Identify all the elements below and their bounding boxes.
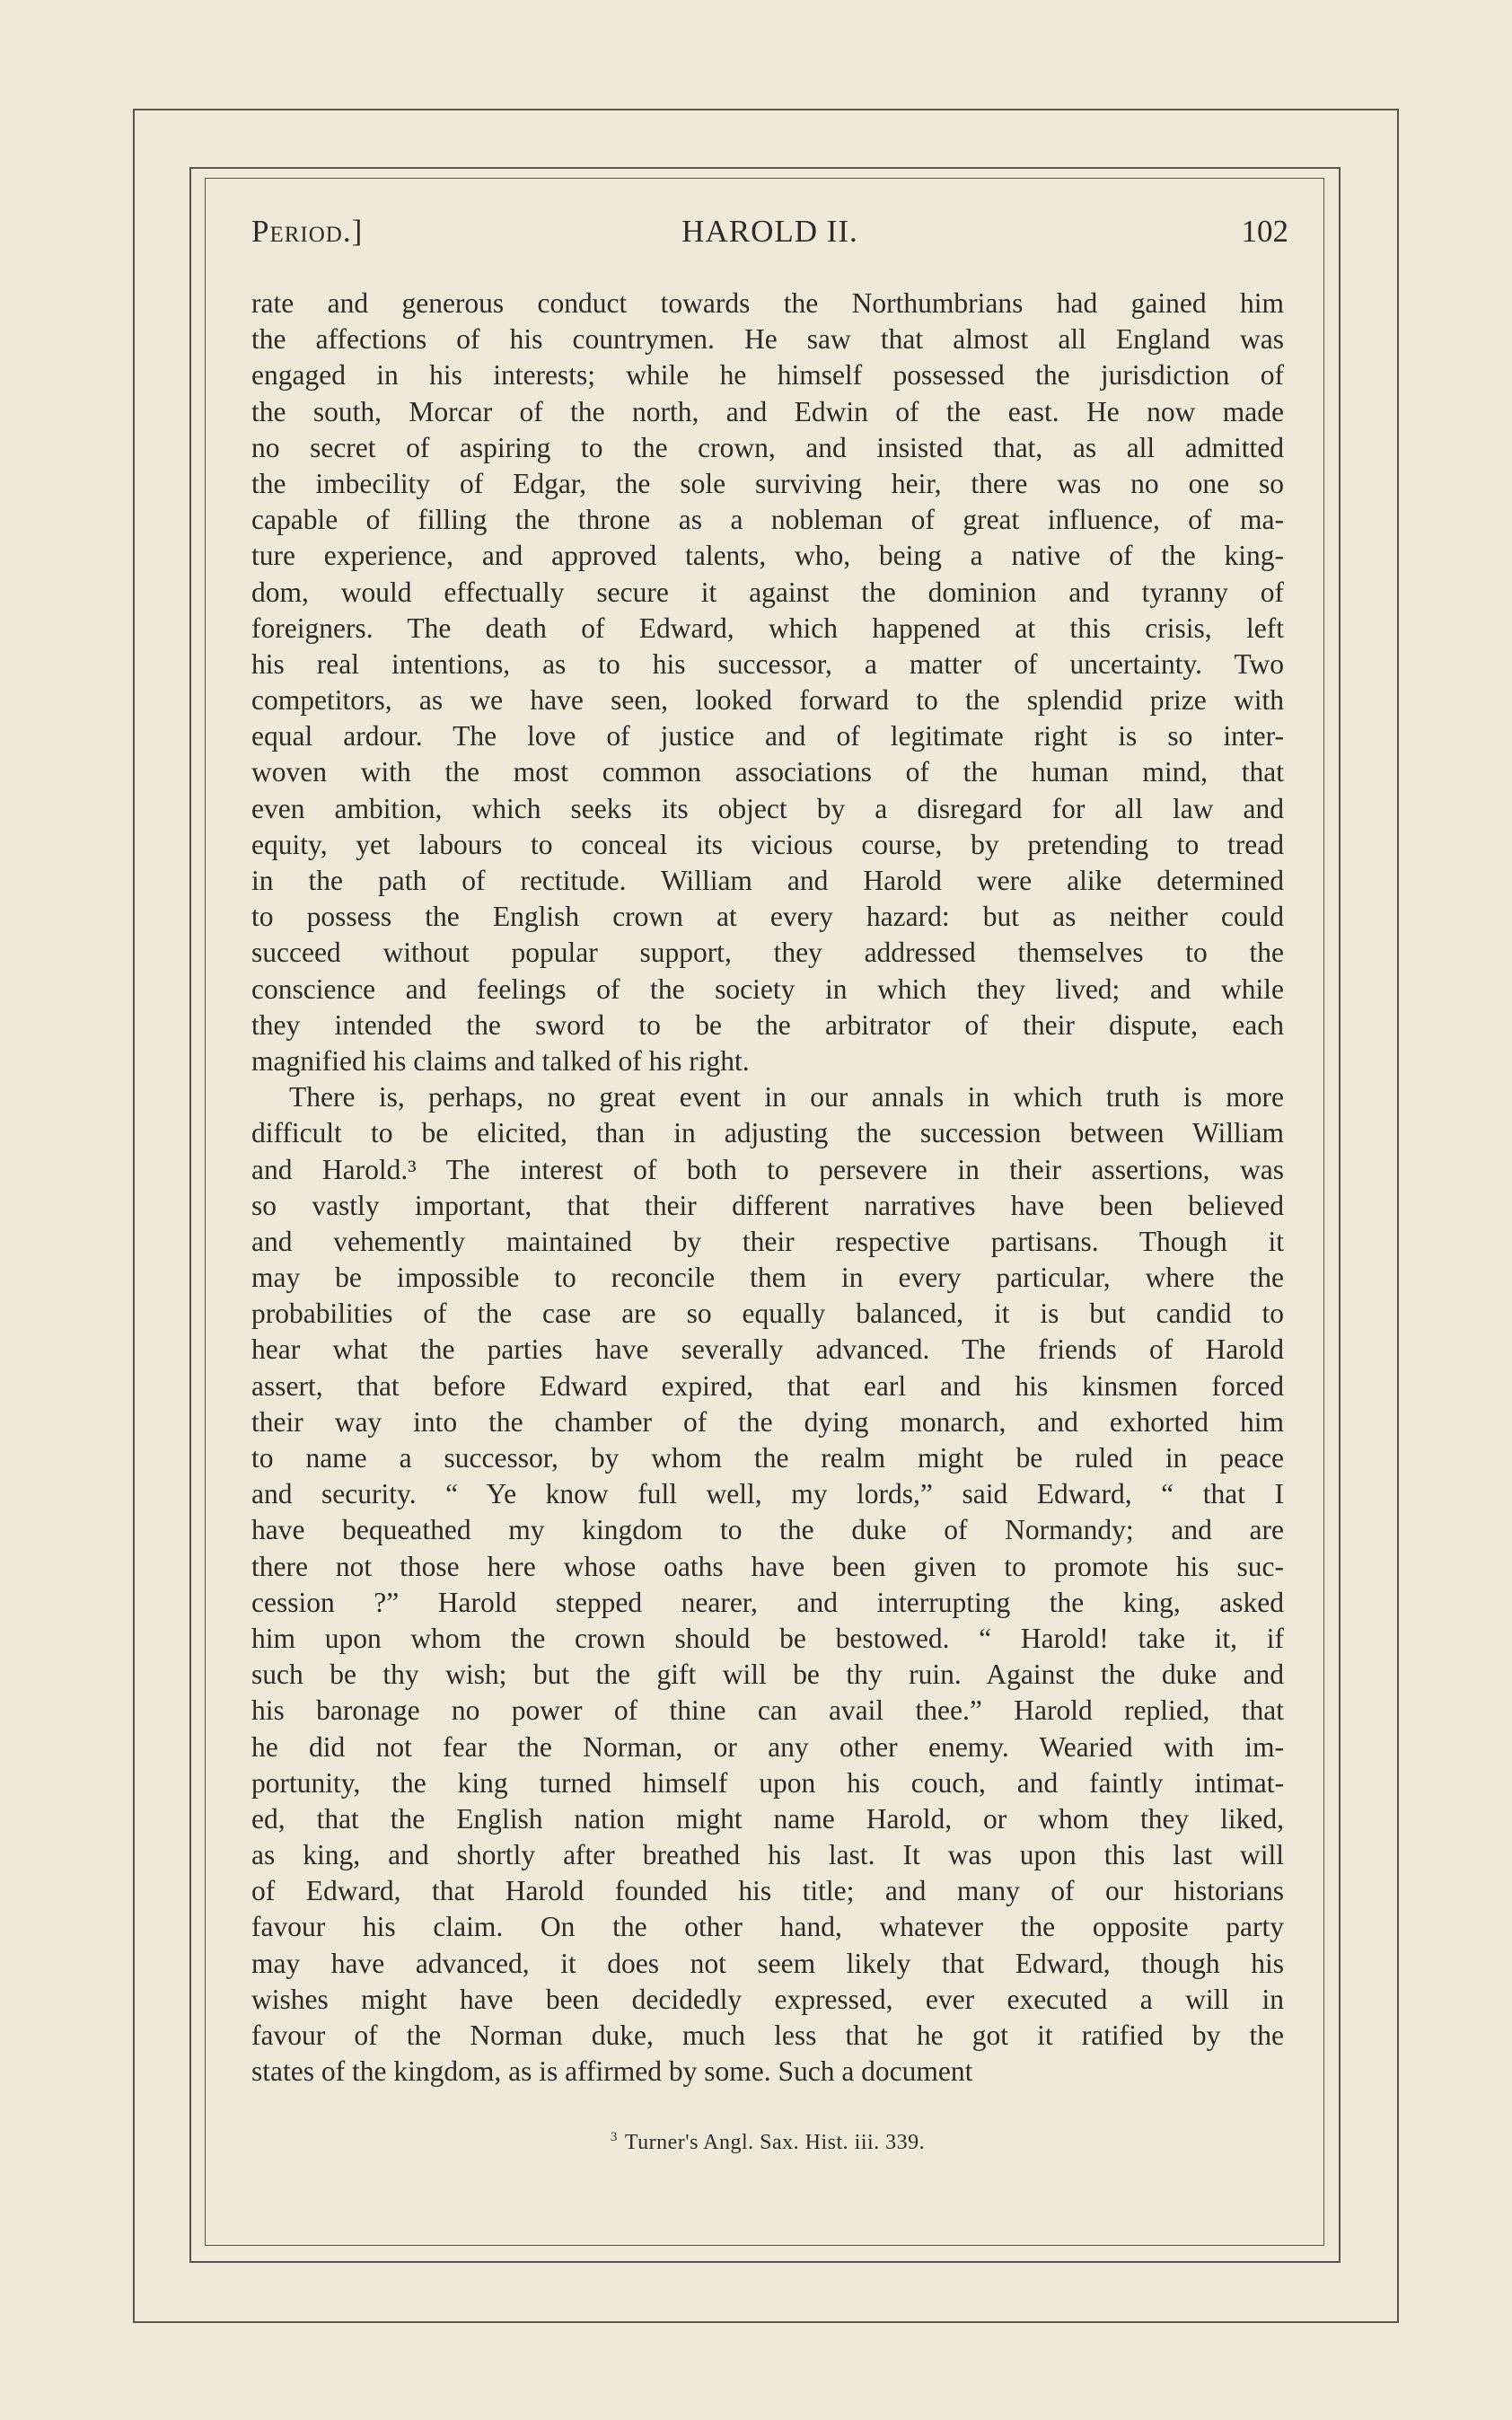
text-line: the affections of his countrymen. He saw that almost all England was bbox=[251, 323, 1284, 356]
text-line: portunity, the king turned himself upon his couch, and faintly intimat- bbox=[251, 1766, 1284, 1799]
text-line: even ambition, which seeks its object by a disregard for all law and bbox=[251, 792, 1284, 824]
text-line: states of the kingdom, as is affirmed by some. Such a document bbox=[251, 2055, 973, 2088]
paragraph-2 bbox=[251, 1079, 1284, 2090]
text-line: and security. “ Ye know full well, my lords,” said Edward, “ that I bbox=[251, 1478, 1284, 1510]
header-section-label: Period.] bbox=[251, 214, 364, 249]
middle-frame-right-rule bbox=[1339, 167, 1341, 2263]
text-line: and vehemently maintained by their respective partisans. Though it bbox=[251, 1225, 1284, 1257]
text-line: to possess the English crown at every hazard: but as neither could bbox=[251, 901, 1284, 933]
footnote-text: Turner's Angl. Sax. Hist. iii. 339. bbox=[624, 2131, 926, 2154]
outer-frame-left-rule bbox=[133, 109, 135, 2323]
text-line: have bequeathed my kingdom to the duke of Normandy; and are bbox=[251, 1514, 1284, 1546]
text-line: difficult to be elicited, than in adjusting the succession between William bbox=[251, 1117, 1284, 1149]
text-line: equal ardour. The love of justice and of legitimate right is so inter- bbox=[251, 720, 1284, 752]
text-line: they intended the sword to be the arbitrator of their dispute, each bbox=[251, 1008, 1284, 1041]
text-line: There is, perhaps, no great event in our annals in which truth is more bbox=[289, 1081, 1284, 1113]
text-line: ture experience, and approved talents, who, being a native of the king- bbox=[251, 540, 1284, 572]
text-line: favour of the Norman duke, much less that he got it ratified by the bbox=[251, 2020, 1284, 2051]
text-line: no secret of aspiring to the crown, and insisted that, as all admitted bbox=[251, 431, 1284, 463]
text-line: so vastly important, that their different narratives have been believed bbox=[251, 1189, 1284, 1221]
text-line: as king, and shortly after breathed his last. It was upon this last will bbox=[251, 1839, 1284, 1871]
inner-frame-left-rule bbox=[205, 178, 206, 2246]
text-line: hear what the parties have severally advanced. The friends of Harold bbox=[251, 1333, 1284, 1366]
text-line: he did not fear the Norman, or any other enemy. Wearied with im- bbox=[251, 1730, 1284, 1763]
paragraph-1 bbox=[251, 286, 1284, 1079]
inner-frame-top-rule bbox=[205, 178, 1324, 179]
text-line: assert, that before Edward expired, that earl and his kinsmen forced bbox=[251, 1369, 1284, 1402]
text-line: his real intentions, as to his successor, a matter of uncertainty. Two bbox=[251, 647, 1284, 680]
text-line: him upon whom the crown should be bestowed. “ Harold! take it, if bbox=[251, 1622, 1284, 1654]
text-line: may be impossible to reconcile them in every particular, where the bbox=[251, 1262, 1284, 1294]
text-line: dom, would effectually secure it against the dominion and tyranny of bbox=[251, 576, 1284, 608]
outer-frame-right-rule bbox=[1397, 109, 1399, 2323]
text-line: engaged in his interests; while he himself possessed the jurisdiction of bbox=[251, 359, 1284, 392]
inner-frame-right-rule bbox=[1323, 178, 1324, 2246]
body-text bbox=[251, 286, 1284, 2090]
text-line: the south, Morcar of the north, and Edwin of the east. He now made bbox=[251, 395, 1284, 427]
text-line: may have advanced, it does not seem likely that Edward, though his bbox=[251, 1947, 1284, 1979]
text-line: to name a successor, by whom the realm might be ruled in peace bbox=[251, 1442, 1284, 1474]
text-line: his baronage no power of thine can avail thee.” Harold replied, that bbox=[251, 1694, 1284, 1727]
text-line: ed, that the English nation might name Harold, or whom they liked, bbox=[251, 1802, 1284, 1835]
text-line: equity, yet labours to conceal its vicious course, by pretending to tread bbox=[251, 828, 1284, 860]
text-line: in the path of rectitude. William and Harold were alike determined bbox=[251, 865, 1284, 896]
text-line: conscience and feelings of the society in which they lived; and while bbox=[251, 972, 1284, 1005]
middle-frame-top-rule bbox=[189, 167, 1341, 169]
running-header bbox=[251, 214, 1288, 259]
text-line: rate and generous conduct towards the Northumbrians had gained him bbox=[251, 287, 1284, 319]
text-line: magnified his claims and talked of his right. bbox=[251, 1044, 750, 1077]
footnote-marker: 3 bbox=[610, 2130, 618, 2144]
text-line: and Harold.³ The interest of both to persevere in their assertions, was bbox=[251, 1153, 1284, 1185]
inner-frame-bottom-rule bbox=[205, 2245, 1324, 2246]
text-line: woven with the most common associations of the human mind, that bbox=[251, 756, 1284, 788]
header-chapter-title: HAROLD II. bbox=[681, 214, 858, 249]
text-line: foreigners. The death of Edward, which happened at this crisis, left bbox=[251, 612, 1284, 644]
text-line: capable of filling the throne as a nobleman of great influence, of ma- bbox=[251, 504, 1284, 536]
middle-frame-bottom-rule bbox=[189, 2261, 1341, 2263]
text-line: of Edward, that Harold founded his title; and many of our historians bbox=[251, 1875, 1284, 1907]
middle-frame-left-rule bbox=[189, 167, 191, 2263]
text-line: succeed without popular support, they addressed themselves to the bbox=[251, 937, 1284, 969]
footnote bbox=[251, 2130, 1284, 2155]
text-line: such be thy wish; but the gift will be thy ruin. Against the duke and bbox=[251, 1659, 1284, 1691]
text-line: their way into the chamber of the dying monarch, and exhorted him bbox=[251, 1405, 1284, 1438]
page-number: 102 bbox=[1241, 214, 1288, 249]
text-line: wishes might have been decidedly expressed, ever executed a will in bbox=[251, 1983, 1284, 2015]
text-line: probabilities of the case are so equally balanced, it is but candid to bbox=[251, 1298, 1284, 1330]
outer-frame-bottom-rule bbox=[133, 2321, 1399, 2323]
outer-frame-top-rule bbox=[133, 109, 1399, 110]
text-line: cession ?” Harold stepped nearer, and interrupting the king, asked bbox=[251, 1586, 1284, 1618]
text-line: favour his claim. On the other hand, whatever the opposite party bbox=[251, 1911, 1284, 1943]
text-line: the imbecility of Edgar, the sole surviving heir, there was no one so bbox=[251, 467, 1284, 499]
text-line: there not those here whose oaths have been given to promote his suc- bbox=[251, 1550, 1284, 1582]
text-line: competitors, as we have seen, looked forward to the splendid prize with bbox=[251, 684, 1284, 717]
